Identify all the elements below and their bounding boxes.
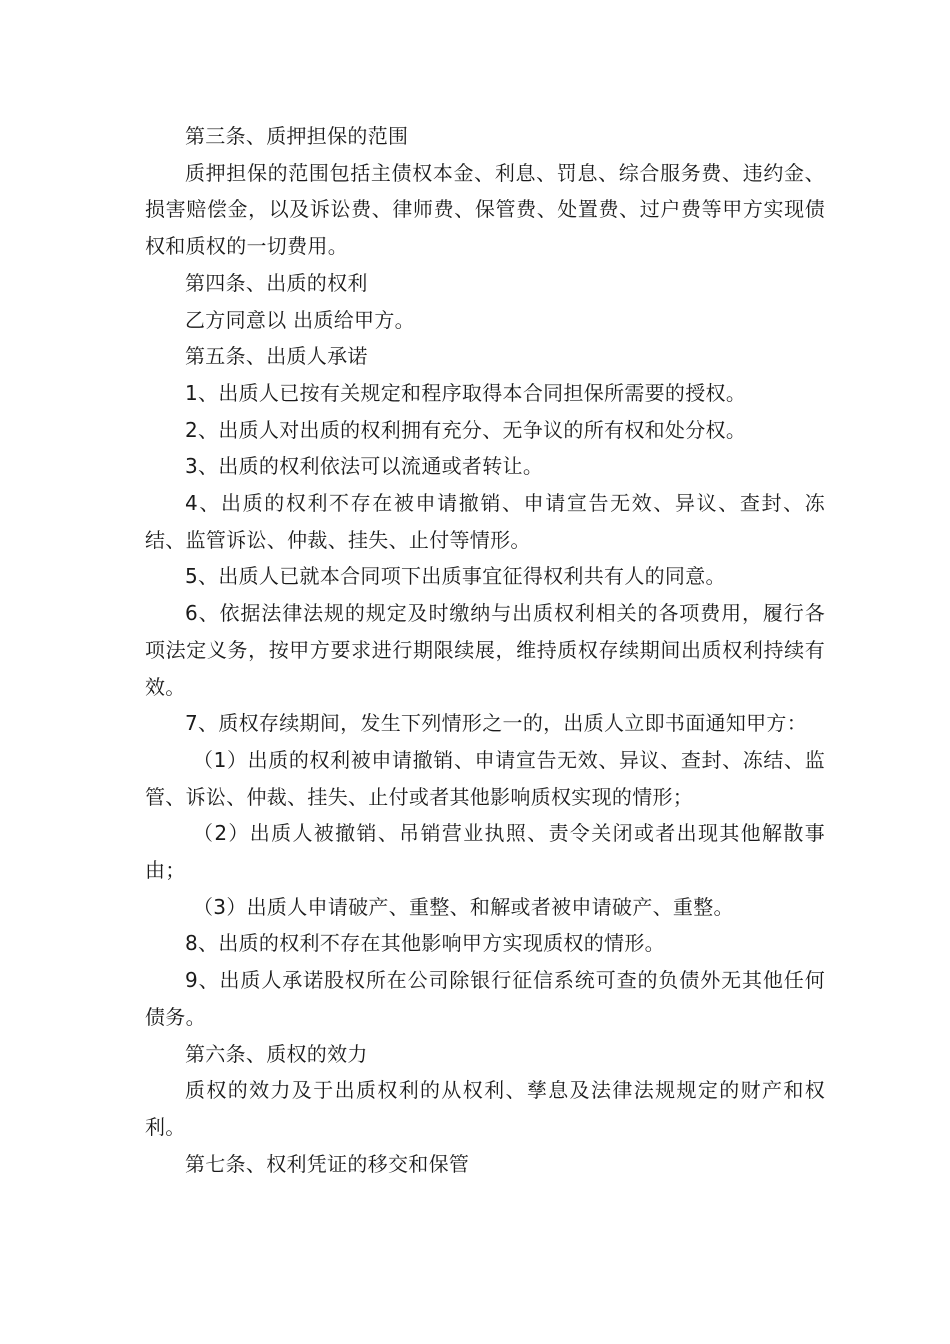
paragraph: 3、出质的权利依法可以流通或者转让。 xyxy=(185,454,544,479)
article-heading: 第六条、质权的效力 xyxy=(185,1041,368,1066)
article-heading: 第四条、出质的权利 xyxy=(185,270,368,295)
list-item: （1）出质的权利被申请撤销、申请宣告无效、异议、查封、冻结、监管、诉讼、仲裁、挂失、止付或者其他影响质权实现的情形； xyxy=(145,747,825,809)
paragraph: 4、出质的权利不存在被申请撤销、申请宣告无效、异议、查封、冻结、监管诉讼、仲裁、挂失、止付等情形。 xyxy=(145,491,825,552)
document-body xyxy=(145,118,825,1182)
paragraph: 1、出质人已按有关规定和程序取得本合同担保所需要的授权。 xyxy=(185,380,747,405)
paragraph: 5、出质人已就本合同项下出质事宜征得权利共有人的同意。 xyxy=(185,564,726,589)
paragraph: 乙方同意以 出质给甲方。 xyxy=(185,307,415,332)
article-heading: 第五条、出质人承诺 xyxy=(185,344,368,369)
paragraph: 8、出质的权利不存在其他影响甲方实现质权的情形。 xyxy=(185,931,665,956)
list-item: （3）出质人申请破产、重整、和解或者被申请破产、重整。 xyxy=(193,894,734,919)
article-heading: 第三条、质押担保的范围 xyxy=(185,124,409,148)
paragraph: 质押担保的范围包括主债权本金、利息、罚息、综合服务费、违约金、损害赔偿金，以及诉讼费、律师费、保管费、处置费、过户费等甲方实现债权和质权的一切费用。 xyxy=(145,160,825,259)
paragraph: 6、依据法律法规的规定及时缴纳与出质权利相关的各项费用，履行各项法定义务，按甲方要求进行期限续展，维持质权存续期间出质权利持续有效。 xyxy=(145,601,825,699)
paragraph: 2、出质人对出质的权利拥有充分、无争议的所有权和处分权。 xyxy=(185,417,747,442)
paragraph: 质权的效力及于出质权利的从权利、孳息及法律法规规定的财产和权利。 xyxy=(145,1078,825,1139)
list-item: （2）出质人被撤销、吊销营业执照、责令关闭或者出现其他解散事由； xyxy=(145,821,825,883)
paragraph: 7、质权存续期间，发生下列情形之一的，出质人立即书面通知甲方： xyxy=(185,711,808,736)
paragraph: 9、出质人承诺股权所在公司除银行征信系统可查的负债外无其他任何债务。 xyxy=(145,968,825,1029)
article-heading: 第七条、权利凭证的移交和保管 xyxy=(185,1151,470,1176)
